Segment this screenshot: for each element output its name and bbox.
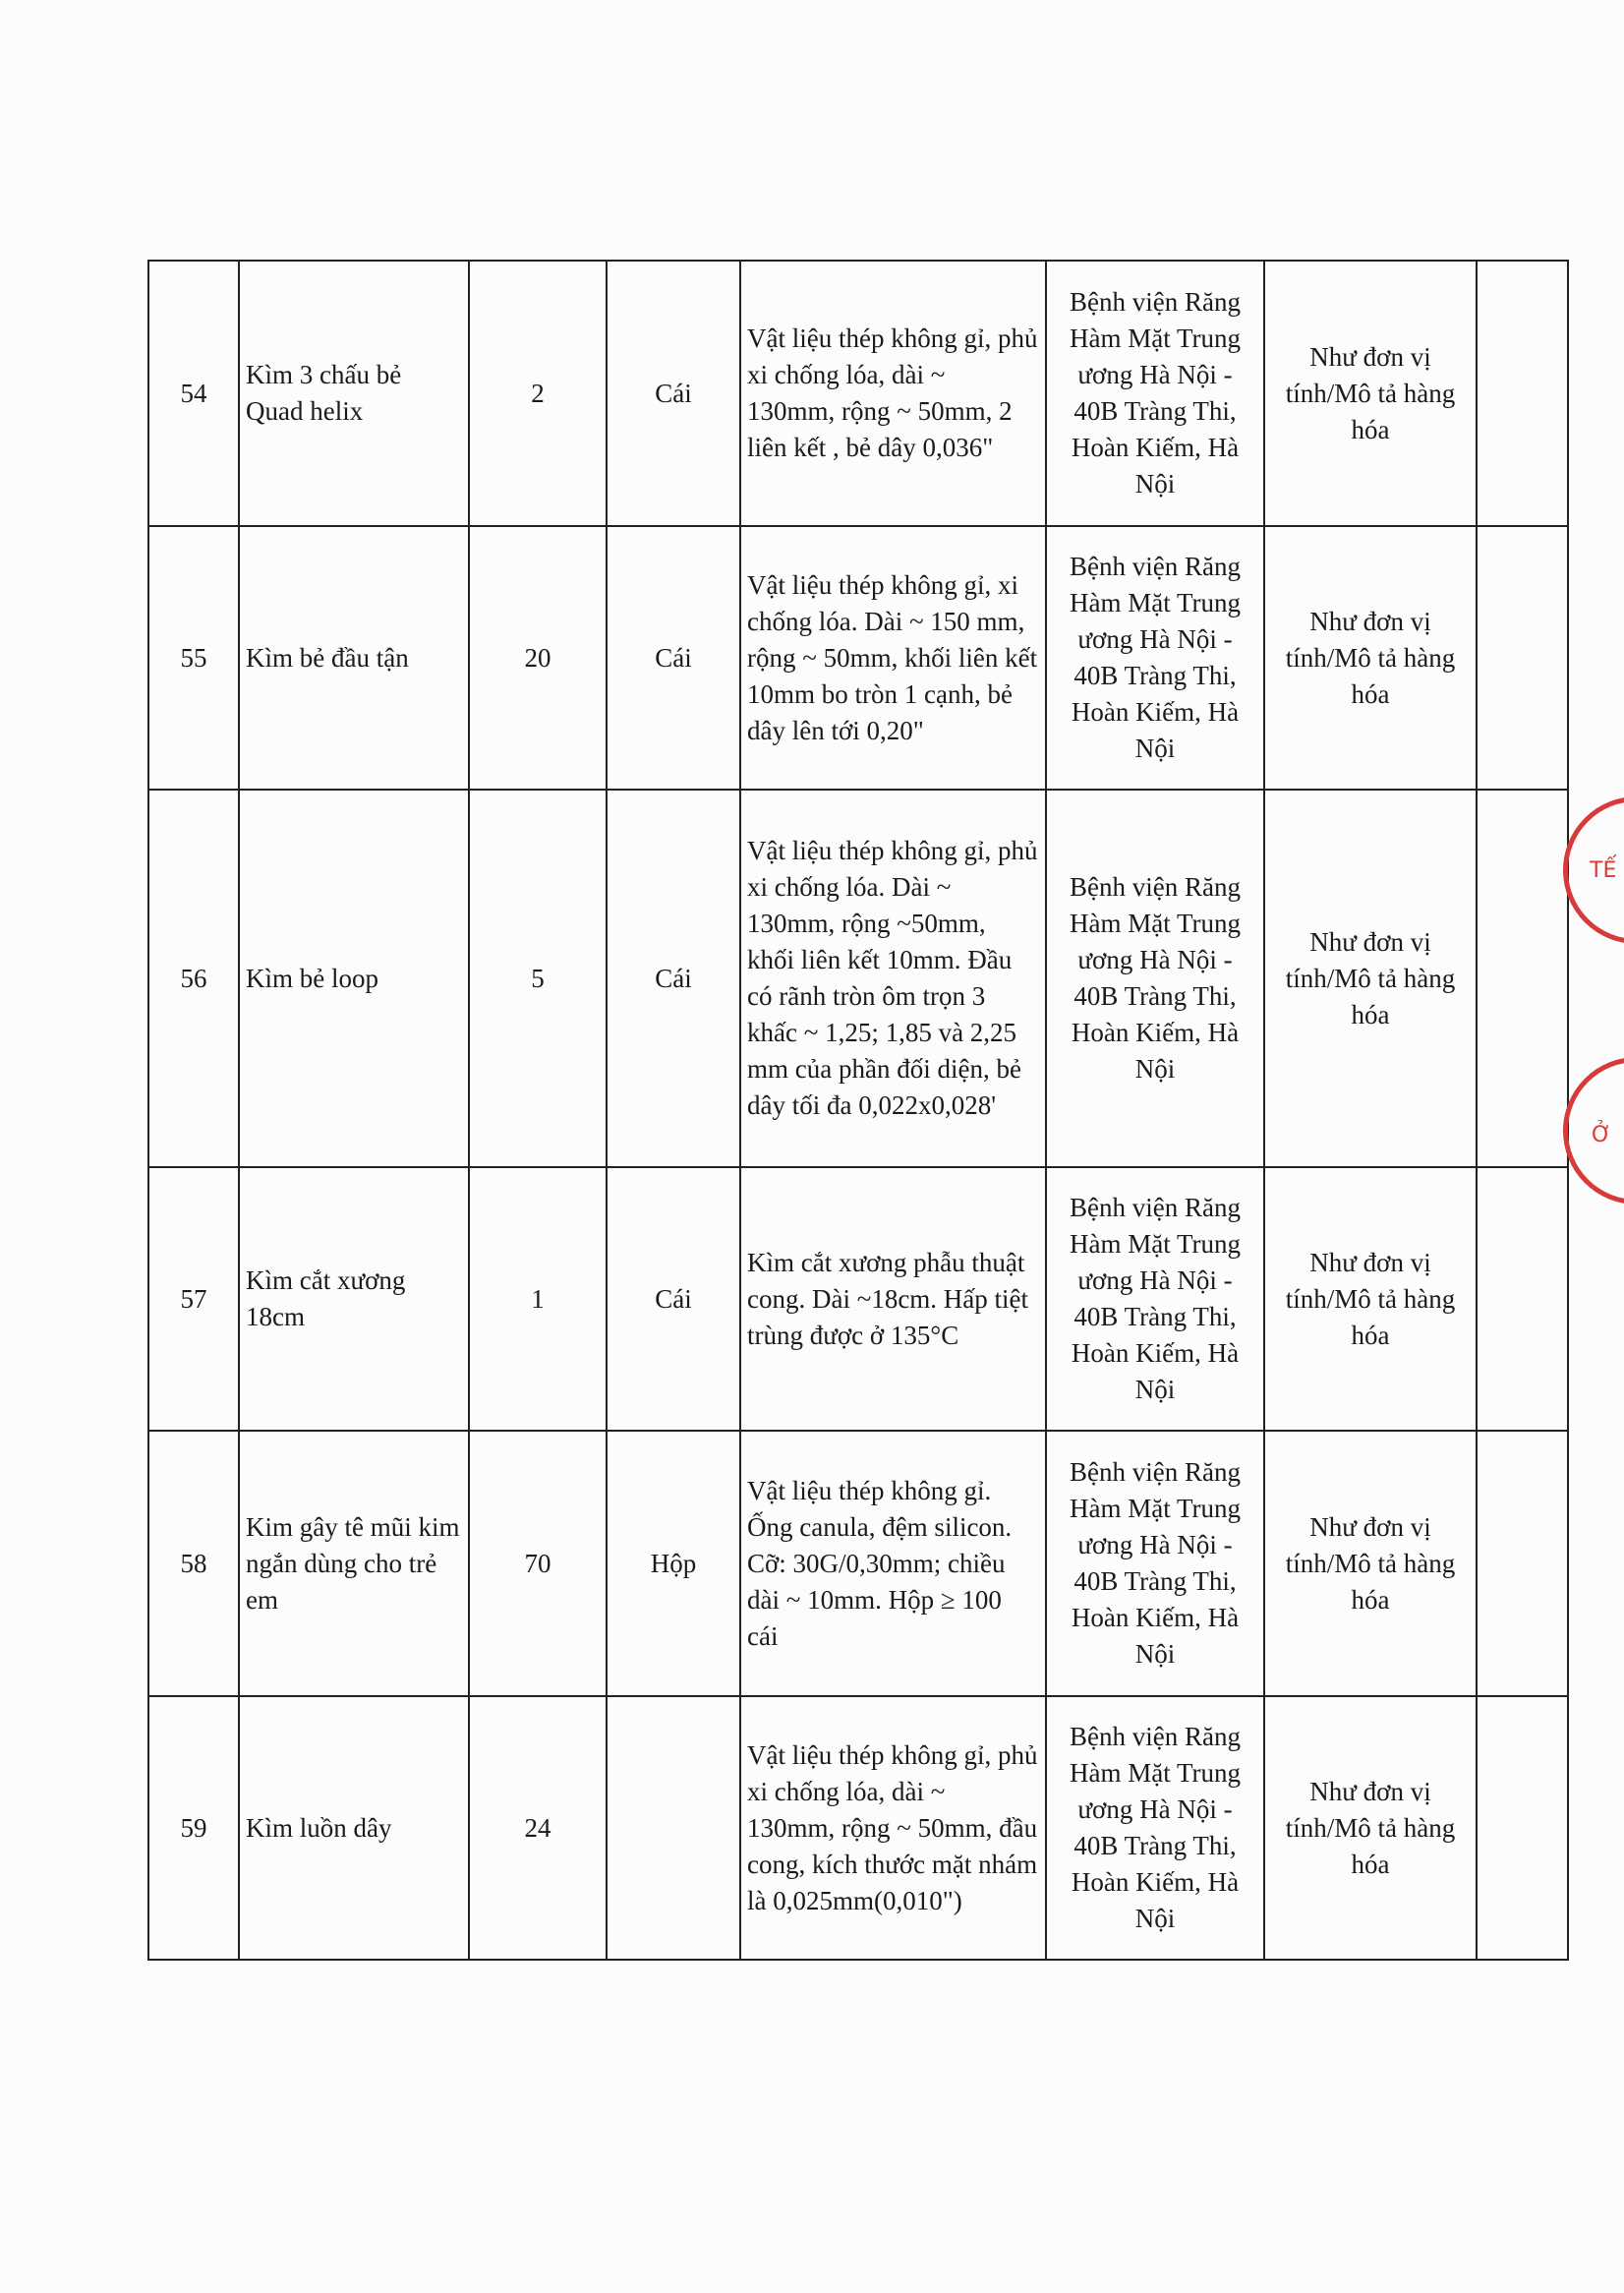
item-name: Kìm cắt xương 18cm xyxy=(239,1167,469,1431)
empty-cell xyxy=(1477,526,1568,790)
item-unit xyxy=(607,1696,740,1960)
item-unit: Cái xyxy=(607,261,740,526)
row-number: 59 xyxy=(148,1696,239,1960)
delivery-location: Bệnh viện Răng Hàm Mặt Trung ương Hà Nội - 40B Tràng Thi, Hoàn Kiếm, Hà Nội xyxy=(1046,1167,1264,1431)
item-note: Như đơn vị tính/Mô tả hàng hóa xyxy=(1264,1167,1477,1431)
item-description: Vật liệu thép không gỉ. Ống canula, đệm silicon. Cỡ: 30G/0,30mm; chiều dài ~ 10mm. Hộp ≥ 100 cái xyxy=(740,1431,1046,1696)
row-number: 58 xyxy=(148,1431,239,1696)
item-quantity: 2 xyxy=(469,261,607,526)
item-quantity: 20 xyxy=(469,526,607,790)
table-row xyxy=(148,790,1568,1167)
item-unit: Cái xyxy=(607,1167,740,1431)
item-unit: Hộp xyxy=(607,1431,740,1696)
table-row xyxy=(148,526,1568,790)
item-description: Vật liệu thép không gỉ, xi chống lóa. Dài ~ 150 mm, rộng ~ 50mm, khối liên kết 10mm bo tròn 1 cạnh, bẻ dây lên tới 0,20" xyxy=(740,526,1046,790)
item-quantity: 5 xyxy=(469,790,607,1167)
item-description: Vật liệu thép không gỉ, phủ xi chống lóa, dài ~ 130mm, rộng ~ 50mm, đầu cong, kích thước mặt nhám là 0,025mm(0,010") xyxy=(740,1696,1046,1960)
empty-cell xyxy=(1477,1431,1568,1696)
item-description: Kìm cắt xương phẫu thuật cong. Dài ~18cm. Hấp tiệt trùng được ở 135°C xyxy=(740,1167,1046,1431)
delivery-location: Bệnh viện Răng Hàm Mặt Trung ương Hà Nội - 40B Tràng Thi, Hoàn Kiếm, Hà Nội xyxy=(1046,526,1264,790)
row-number: 54 xyxy=(148,261,239,526)
delivery-location: Bệnh viện Răng Hàm Mặt Trung ương Hà Nội - 40B Tràng Thi, Hoàn Kiếm, Hà Nội xyxy=(1046,1696,1264,1960)
item-name: Kìm 3 chấu bẻ Quad helix xyxy=(239,261,469,526)
empty-cell xyxy=(1477,261,1568,526)
item-unit: Cái xyxy=(607,790,740,1167)
red-seal-stamp xyxy=(1563,1057,1624,1205)
item-note: Như đơn vị tính/Mô tả hàng hóa xyxy=(1264,1696,1477,1960)
stamp-text: Ở xyxy=(1592,1123,1612,1147)
item-quantity: 1 xyxy=(469,1167,607,1431)
empty-cell xyxy=(1477,1167,1568,1431)
item-name: Kìm luồn dây xyxy=(239,1696,469,1960)
delivery-location: Bệnh viện Răng Hàm Mặt Trung ương Hà Nội - 40B Tràng Thi, Hoàn Kiếm, Hà Nội xyxy=(1046,261,1264,526)
items-table xyxy=(147,260,1569,1961)
table-row xyxy=(148,1167,1568,1431)
item-note: Như đơn vị tính/Mô tả hàng hóa xyxy=(1264,1431,1477,1696)
empty-cell xyxy=(1477,1696,1568,1960)
item-name: Kim gây tê mũi kim ngắn dùng cho trẻ em xyxy=(239,1431,469,1696)
item-note: Như đơn vị tính/Mô tả hàng hóa xyxy=(1264,261,1477,526)
delivery-location: Bệnh viện Răng Hàm Mặt Trung ương Hà Nội - 40B Tràng Thi, Hoàn Kiếm, Hà Nội xyxy=(1046,1431,1264,1696)
item-description: Vật liệu thép không gỉ, phủ xi chống lóa. Dài ~ 130mm, rộng ~50mm, khối liên kết 10mm. Đầu có rãnh tròn ôm trọn 3 khấc ~ 1,25; 1,85 và 2,25 mm của phần đối diện, bẻ dây tối đa 0,022x0,028' xyxy=(740,790,1046,1167)
item-note: Như đơn vị tính/Mô tả hàng hóa xyxy=(1264,526,1477,790)
table-row xyxy=(148,1431,1568,1696)
item-quantity: 24 xyxy=(469,1696,607,1960)
delivery-location: Bệnh viện Răng Hàm Mặt Trung ương Hà Nội - 40B Tràng Thi, Hoàn Kiếm, Hà Nội xyxy=(1046,790,1264,1167)
stamp-text: TẾ xyxy=(1590,858,1617,883)
red-seal-stamp xyxy=(1563,796,1624,944)
table-row xyxy=(148,1696,1568,1960)
item-quantity: 70 xyxy=(469,1431,607,1696)
item-description: Vật liệu thép không gỉ, phủ xi chống lóa, dài ~ 130mm, rộng ~ 50mm, 2 liên kết , bẻ dây 0,036" xyxy=(740,261,1046,526)
item-note: Như đơn vị tính/Mô tả hàng hóa xyxy=(1264,790,1477,1167)
empty-cell xyxy=(1477,790,1568,1167)
row-number: 57 xyxy=(148,1167,239,1431)
item-name: Kìm bẻ đầu tận xyxy=(239,526,469,790)
row-number: 55 xyxy=(148,526,239,790)
item-name: Kìm bẻ loop xyxy=(239,790,469,1167)
table-row xyxy=(148,261,1568,526)
item-unit: Cái xyxy=(607,526,740,790)
row-number: 56 xyxy=(148,790,239,1167)
